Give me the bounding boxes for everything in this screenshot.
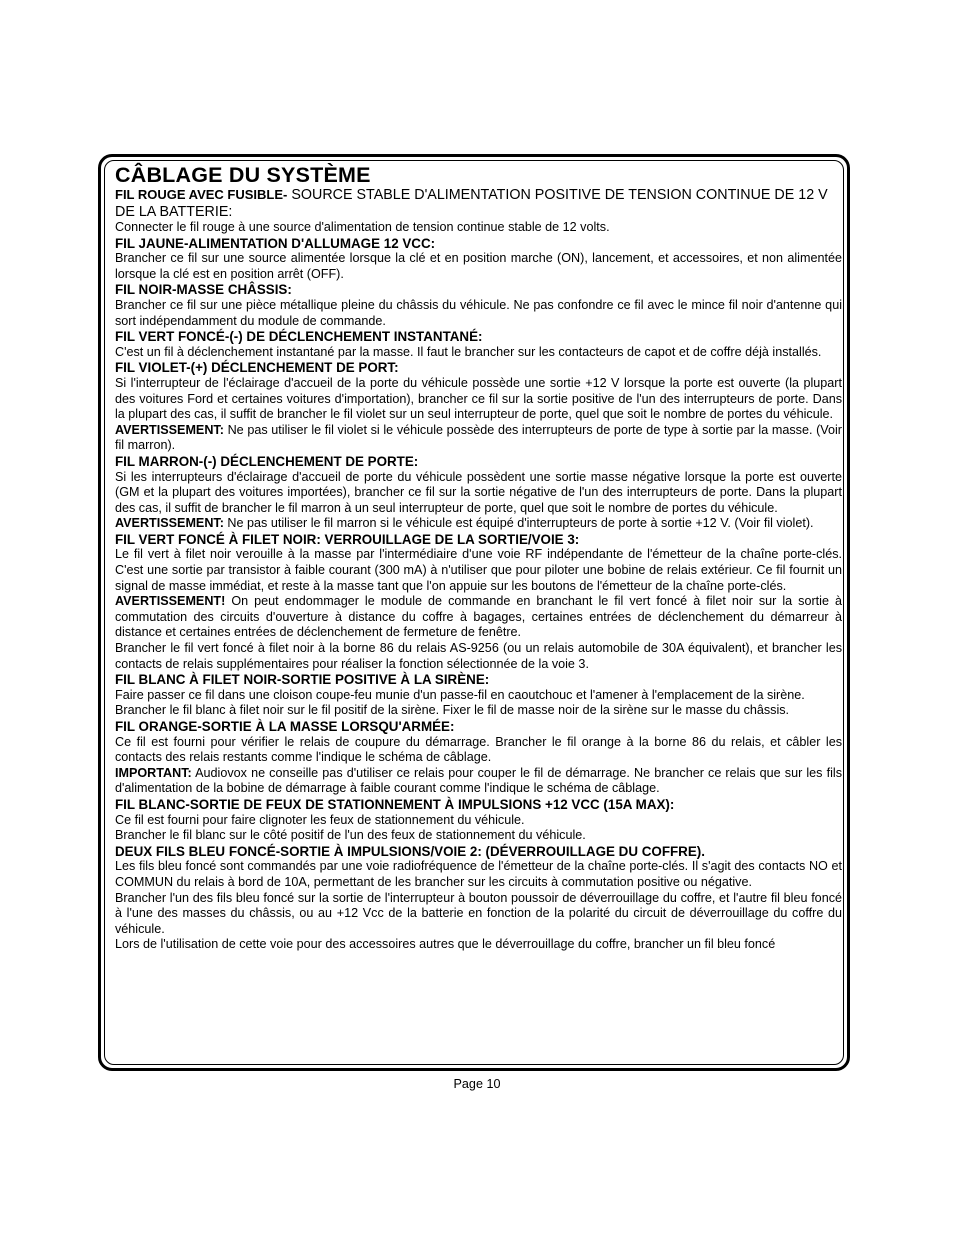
section-heading: FIL VIOLET-(+) DÉCLENCHEMENT DE PORT: (115, 360, 399, 376)
section-heading: FIL MARRON-(-) DÉCLENCHEMENT DE PORTE: (115, 453, 419, 469)
section-heading: FIL BLANC-SORTIE DE FEUX DE STATIONNEMENT À IMPULSIONS +12 VCC (15A MAX): (115, 796, 675, 812)
section-text: Faire passer ce fil dans une cloison coupe-feu munie d'un passe-fil en caoutchouc et l'amener à l'emplacement de la sirène. (115, 687, 805, 702)
warning-note: AVERTISSEMENT! On peut endommager le module de commande en branchant le fil vert foncé à filet noir sur la sortie à commutation des circuits d'ouverture à distance du coffre à bagages, certaines entrées de déclenchement du démarreur à distance et certaines entrées de déclenchement de fermeture de fenêtre. (115, 594, 842, 640)
document-body (115, 163, 842, 953)
section-text: C'est un fil à déclenchement instantané par la masse. Il faut le brancher sur les contacteurs de capot et de coffre déjà installés. (115, 344, 822, 359)
section-text: Brancher le fil vert foncé à filet noir à la borne 86 du relais AS-9256 (ou un relais automobile de 30A équivalent), et brancher les contacts de relais supplémentaires pour réaliser la fonction sélectionnée de la voie 3. (115, 641, 842, 671)
section-text: Brancher ce fil sur une pièce métallique pleine du châssis du véhicule. Ne pas confondre ce fil avec le mince fil noir d'antenne qui sort indépendamment du module de commande. (115, 297, 842, 328)
section-text: Connecter le fil rouge à une source d'alimentation de tension continue stable de 12 volts. (115, 220, 610, 234)
section-heading: FIL VERT FONCÉ À FILET NOIR: VERROUILLAGE DE LA SORTIE/VOIE 3: (115, 531, 580, 547)
section-text: Brancher le fil blanc à filet noir sur le fil positif de la sirène. Fixer le fil de masse noir de la sirène sur le masse du châssis. (115, 703, 790, 718)
section-heading: FIL VERT FONCÉ-(-) DE DÉCLENCHEMENT INSTANTANÉ: (115, 329, 483, 345)
page-number: Page 10 (453, 1077, 501, 1091)
section-text: Brancher ce fil sur une source alimentée lorsque la clé et en position marche (ON), lancement, et accessoires, et non alimentée lorsque la clé est en position arrêt (OFF). (115, 251, 842, 281)
section-text: Brancher l'un des fils bleu foncé sur la sortie de l'interrupteur à bouton poussoir de déverrouillage du coffre, et l'autre fil bleu foncé à l'une des masses du châssis, ou au +12 Vcc de la batterie en fonction de la polarité du circuit de déverrouillage du coffre du véhicule. (115, 890, 842, 936)
page-title: CÂBLAGE DU SYSTÈME (115, 163, 371, 187)
section-heading: FIL ORANGE-SORTIE À LA MASSE LORSQU'ARMÉE: (115, 719, 455, 734)
section-text: Brancher le fil blanc sur le côté positif de l'un des feux de stationnement du véhicule. (115, 828, 586, 843)
section-text: Si l'interrupteur de l'éclairage d'accueil de la porte du véhicule possède une sortie +12 V lorsque la porte est ouverte (la plupart des voitures Ford et certaines voitures d'importation), brancher ce fil sur la sortie positive de l'un des interrupteurs de porte. Dans la plupart des cas, il suffit de brancher le fil violet sur un seul interrupteur de porte, quel que soit le nombre de portes du véhicule. (115, 375, 842, 422)
important-note: IMPORTANT: Audiovox ne conseille pas d'utiliser ce relais pour couper le fil de démarrage. Ne brancher ce relais que sur les fils d'alimentation de la bobine de démarrage à faible courant comme l'indique le schéma de câblage. (115, 765, 842, 796)
section-text: Ce fil est fourni pour faire clignoter les feux de stationnement du véhicule. (115, 812, 525, 827)
section-heading: FIL NOIR-MASSE CHÂSSIS: (115, 282, 292, 298)
warning-note: AVERTISSEMENT: Ne pas utiliser le fil violet si le véhicule possède des interrupteurs de porte de type à sortie par la masse. (Voir fil marron). (115, 422, 842, 453)
section-heading: FIL BLANC À FILET NOIR-SORTIE POSITIVE À LA SIRÈNE: (115, 672, 490, 688)
warning-note: AVERTISSEMENT: Ne pas utiliser le fil marron si le véhicule est équipé d'interrupteurs de porte à sortie +12 V. (Voir fil violet). (115, 516, 814, 531)
section-text: Lors de l'utilisation de cette voie pour des accessoires autres que le déverrouillage du coffre, brancher un fil bleu foncé (115, 937, 776, 952)
section-heading: DEUX FILS BLEU FONCÉ-SORTIE À IMPULSIONS/VOIE 2: (DÉVERROUILLAGE DU COFFRE). (115, 843, 705, 859)
section-heading: FIL ROUGE AVEC FUSIBLE- SOURCE STABLE D'ALIMENTATION POSITIVE DE TENSION CONTINUE DE 12 V DE LA BATTERIE: (115, 187, 828, 220)
section-text: Ce fil est fourni pour vérifier le relais de coupure du démarrage. Brancher le fil orange à la borne 86 du relais, et câbler les contacts des relais restants comme l'indique le schéma de câblage. (115, 734, 842, 765)
section-text: Les fils bleu foncé sont commandés par une voie radiofréquence de l'émetteur de la chaîne porte-clés. Il s'agit des contacts NO et COMMUN du relais à bord de 10A, permettant de les brancher sur les circuits à commutation positive ou négative. (115, 859, 842, 889)
section-text: Si les interrupteurs d'éclairage d'accueil de porte du véhicule possèdent une sortie masse négative lorsque la porte est ouverte (GM et la plupart des voitures importées), brancher ce fil sur la sortie négative de l'un des interrupteurs de porte. Dans la plupart des cas, il suffit de brancher le fil marron à un seul interrupteur de porte, quel que soit le nombre de portes du véhicule. (115, 469, 842, 515)
section-text: Le fil vert à filet noir verouille à la masse par l'intermédiaire d'une voie RF indépendante de l'émetteur de la chaîne porte-clés. C'est une sortie par transistor à faible courant (300 mA) à n'utiliser que pour piloter une bobine de relais extérieur. Ce fil fournit un signal de masse immédiat, et reste à la masse tant que l'on appuie sur les boutons de l'émetteur de la chaîne porte-clés. (115, 547, 842, 593)
section-heading: FIL JAUNE-ALIMENTATION D'ALLUMAGE 12 VCC: (115, 235, 436, 251)
